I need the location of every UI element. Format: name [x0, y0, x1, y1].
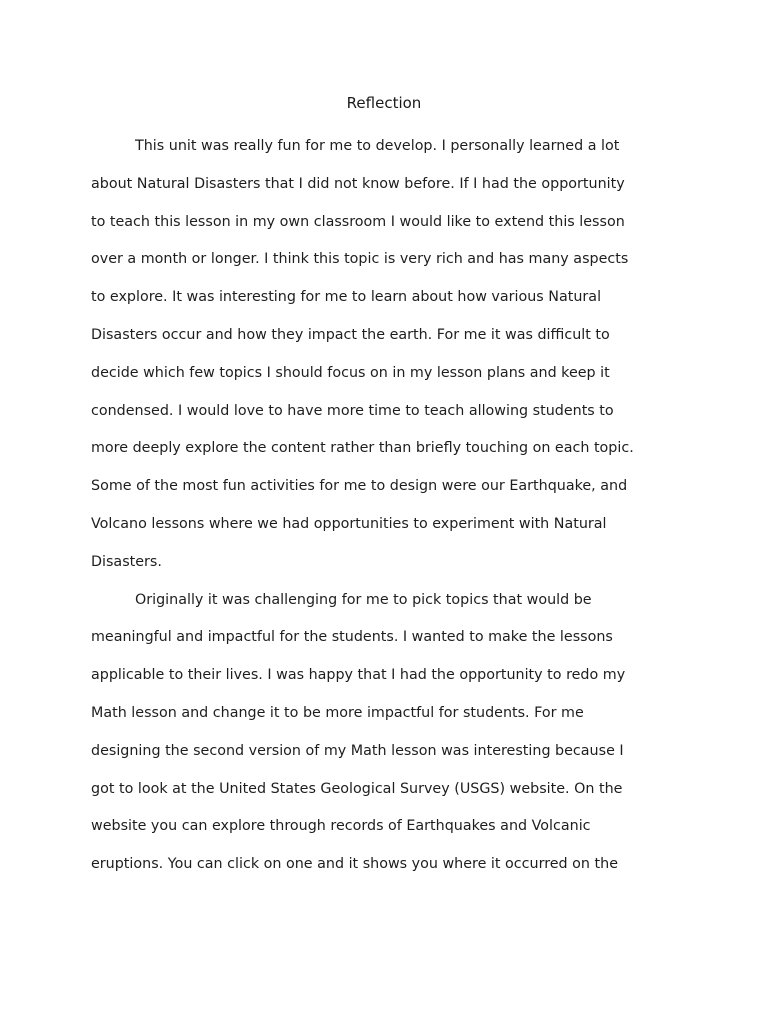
- text-line: decide which few topics I should focus on in my lesson plans and keep it: [91, 364, 610, 381]
- text-line: got to look at the United States Geological Survey (USGS) website. On the: [91, 780, 623, 797]
- text-line: Disasters.: [91, 553, 162, 570]
- document-body: [91, 133, 669, 889]
- text-line: website you can explore through records of Earthquakes and Volcanic: [91, 818, 591, 835]
- text-line: Originally it was challenging for me to pick topics that would be: [135, 591, 592, 608]
- text-line: This unit was really fun for me to develop. I personally learned a lot: [135, 138, 620, 154]
- text-line: condensed. I would love to have more time to teach allowing students to: [91, 402, 614, 419]
- text-line: meaningful and impactful for the students. I wanted to make the lessons: [91, 629, 613, 646]
- text-line: Volcano lessons where we had opportunities to experiment with Natural: [91, 515, 607, 532]
- text-line: more deeply explore the content rather than briefly touching on each topic.: [91, 440, 634, 457]
- paragraph-1: [91, 133, 669, 587]
- text-line: about Natural Disasters that I did not know before. If I had the opportunity: [91, 175, 625, 192]
- text-line: Math lesson and change it to be more impactful for students. For me: [91, 704, 584, 721]
- document-title: Reflection: [346, 94, 422, 112]
- text-line: Some of the most fun activities for me to design were our Earthquake, and: [91, 478, 628, 495]
- text-line: to teach this lesson in my own classroom I would like to extend this lesson: [91, 213, 625, 230]
- paragraph-2: [91, 587, 669, 889]
- text-line: over a month or longer. I think this topic is very rich and has many aspects: [91, 251, 629, 268]
- text-line: designing the second version of my Math lesson was interesting because I: [91, 742, 624, 759]
- text-line: applicable to their lives. I was happy that I had the opportunity to redo my: [91, 667, 626, 684]
- text-line: Disasters occur and how they impact the earth. For me it was difficult to: [91, 326, 610, 343]
- text-line: to explore. It was interesting for me to learn about how various Natural: [91, 289, 602, 306]
- text-line: eruptions. You can click on one and it shows you where it occurred on the: [91, 856, 618, 873]
